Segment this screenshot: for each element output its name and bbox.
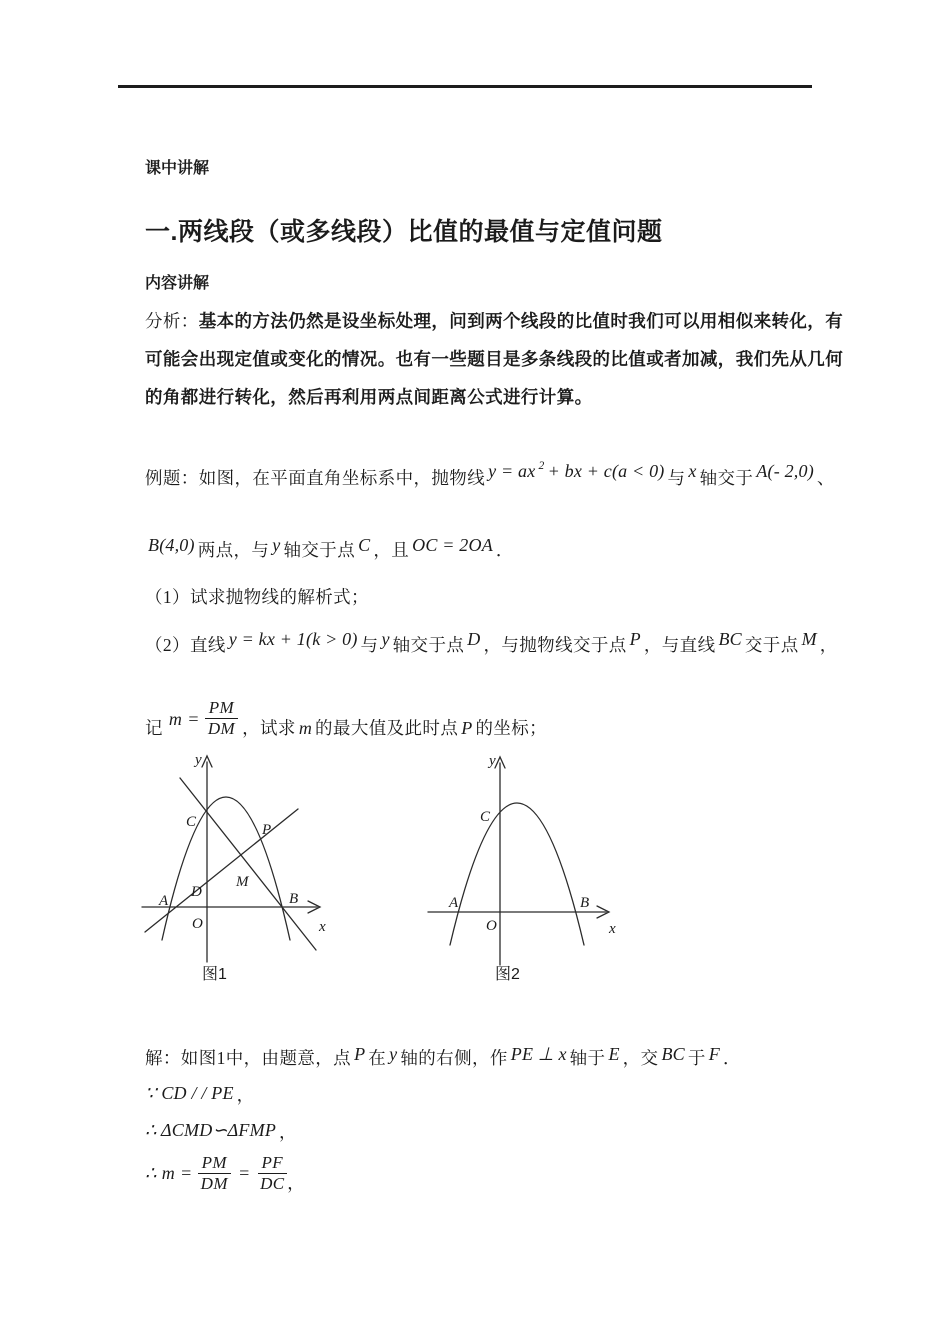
text-segment-label: 分析：	[145, 311, 199, 331]
fig1-label-y: y	[195, 752, 202, 768]
text-segment-math: D	[467, 629, 481, 649]
content-heading: 内容讲解	[145, 275, 210, 292]
fig2-caption: 图2	[495, 966, 520, 983]
text-segment-math: BC	[718, 629, 742, 649]
text-segment-cn: 、	[816, 468, 835, 488]
text-segment-math: M	[801, 629, 817, 649]
text-segment-math: BC	[661, 1044, 685, 1064]
fraction-pm-dm-2	[198, 1154, 231, 1193]
text-segment-math: C	[358, 535, 371, 555]
question-1	[145, 585, 369, 609]
text-segment-math: y = kx + 1(k > 0)	[228, 629, 358, 649]
text-segment-math: P	[354, 1044, 366, 1064]
ratio-line-prefix: 记	[145, 718, 163, 738]
text-segment-cn: ，	[236, 1085, 255, 1105]
solution-line-4	[145, 1151, 305, 1195]
text-segment-math: ∵ CD / / PE	[145, 1083, 234, 1103]
text-segment-cn: ，且	[373, 540, 410, 560]
math-therefore-m-equals: ∴ m =	[145, 1163, 193, 1183]
text-segment-math: E	[608, 1044, 620, 1064]
text-segment-cn: 例题：如图，在平面直角坐标系中，抛物线	[145, 468, 486, 488]
solution-line-2	[145, 1083, 255, 1107]
text-segment-math: y	[389, 1044, 398, 1064]
text-segment-cn: ，试求	[242, 718, 296, 738]
text-segment-cn: （1）试求抛物线的解析式；	[145, 587, 369, 607]
fraction-denominator: DM	[200, 1173, 228, 1193]
text-segment-cn: ，交	[622, 1048, 659, 1068]
solution-line-3	[145, 1120, 297, 1144]
header-rule	[118, 85, 812, 88]
text-segment-math: + bx + c(a < 0)	[547, 461, 665, 481]
text-segment-cn: ，	[819, 635, 838, 655]
question-2-ratio-line	[145, 694, 547, 740]
text-segment-math: y	[381, 629, 390, 649]
text-segment-cn: 在	[368, 1048, 387, 1068]
text-segment-cn: 的角都进行转化，然后再利用两点间距离公式进行计算。	[145, 387, 593, 407]
fig1-label-m: M	[236, 874, 249, 890]
text-segment-cn: 轴的右侧，作	[400, 1048, 508, 1068]
fig2-label-y: y	[489, 753, 496, 769]
figure-2	[420, 750, 680, 990]
text-segment-cn: 两点，与	[197, 540, 270, 560]
question-2	[145, 629, 838, 657]
fig1-label-a: A	[159, 893, 169, 909]
fig2-label-c: C	[480, 809, 491, 825]
fig2-label-b: B	[580, 895, 590, 911]
fig1-line-dp	[145, 809, 298, 932]
fig1-label-d: D	[191, 884, 202, 900]
text-segment-math: P	[461, 718, 473, 738]
fraction-numerator: PM	[198, 1154, 231, 1174]
analysis-line-2	[145, 347, 843, 371]
equals-sign: =	[237, 1163, 251, 1183]
section-heading: 课中讲解	[145, 160, 210, 177]
text-segment-cn: 与	[667, 468, 686, 488]
text-segment-cn: 交于点	[744, 635, 799, 655]
text-segment-cn: ，	[279, 1122, 297, 1142]
analysis-line-3	[145, 385, 593, 409]
fig1-label-p: P	[262, 822, 272, 838]
fig1-label-b: B	[289, 891, 299, 907]
text-segment-cn: 轴交于点	[392, 635, 465, 655]
text-segment-cn: 可能会出现定值或变化的情况。也有一些题目是多条线段的比值或者加减，我们先从几何	[145, 349, 844, 369]
text-segment-cn: ．	[722, 1048, 741, 1068]
fig2-label-o: O	[486, 918, 497, 934]
math-m-equals: m =	[168, 708, 200, 729]
text-segment-cn: 轴于	[569, 1048, 606, 1068]
ratio-definition	[169, 699, 238, 738]
text-segment-math: B(4,0)	[148, 535, 195, 555]
text-segment-math: y = ax	[488, 461, 536, 481]
text-segment-math: OC = 2OA	[412, 535, 493, 555]
text-segment-math: PE ⊥ x	[510, 1044, 567, 1064]
fraction-pf-dc	[258, 1154, 288, 1193]
fig1-label-x: x	[319, 919, 326, 935]
text-segment-math: y	[272, 535, 281, 555]
text-segment-cn: 解：如图1中，由题意，点	[145, 1048, 352, 1068]
fraction-pm-dm	[205, 699, 238, 738]
text-segment-cn: 基本的方法仍然是设坐标处理，问到两个线段的比值时我们可以用相似来转化，有	[198, 311, 844, 331]
text-segment-cn: 轴交于	[699, 468, 754, 488]
fig1-label-o: O	[192, 916, 203, 932]
fraction-numerator: PM	[205, 699, 238, 719]
fig1-label-c: C	[186, 814, 197, 830]
figure-1	[130, 750, 390, 990]
text-segment-math: ∴ ΔCMD∽ΔFMP	[145, 1120, 277, 1140]
fig2-label-a: A	[449, 895, 459, 911]
fig1-parabola	[162, 797, 290, 940]
text-segment-sup: 2	[538, 460, 545, 472]
text-segment-cn: 的最大值及此时点	[315, 718, 459, 738]
example-statement-line-1	[145, 460, 835, 493]
text-segment-math: A(- 2,0)	[756, 461, 814, 481]
example-statement-line-2	[145, 535, 514, 562]
fraction-denominator: DM	[207, 719, 236, 738]
solution-line-1	[145, 1046, 741, 1070]
fig2-parabola	[450, 803, 584, 945]
text-segment-math: F	[708, 1044, 720, 1064]
text-segment-cn: 的坐标；	[475, 718, 548, 738]
trailing-comma: ，	[287, 1173, 305, 1193]
text-segment-cn: ，与直线	[643, 635, 716, 655]
text-segment-cn: 与	[360, 635, 379, 655]
text-segment-math: m	[298, 718, 313, 738]
fig2-label-x: x	[609, 921, 616, 937]
fraction-numerator: PF	[258, 1154, 288, 1174]
text-segment-cn: ，与抛物线交于点	[483, 635, 627, 655]
text-segment-cn: ．	[495, 540, 514, 560]
page-title: 一.两线段（或多线段）比值的最值与定值问题	[145, 218, 663, 246]
analysis-line-1	[145, 309, 843, 333]
text-segment-cn: 轴交于点	[283, 540, 356, 560]
text-segment-cn: （2）直线	[145, 635, 226, 655]
fraction-denominator: DC	[260, 1173, 285, 1193]
text-segment-math: x	[688, 461, 697, 481]
text-segment-math: P	[629, 629, 641, 649]
fig1-caption: 图1	[202, 966, 227, 983]
text-segment-cn: 于	[687, 1048, 706, 1068]
ratio-line-rest	[242, 716, 547, 740]
